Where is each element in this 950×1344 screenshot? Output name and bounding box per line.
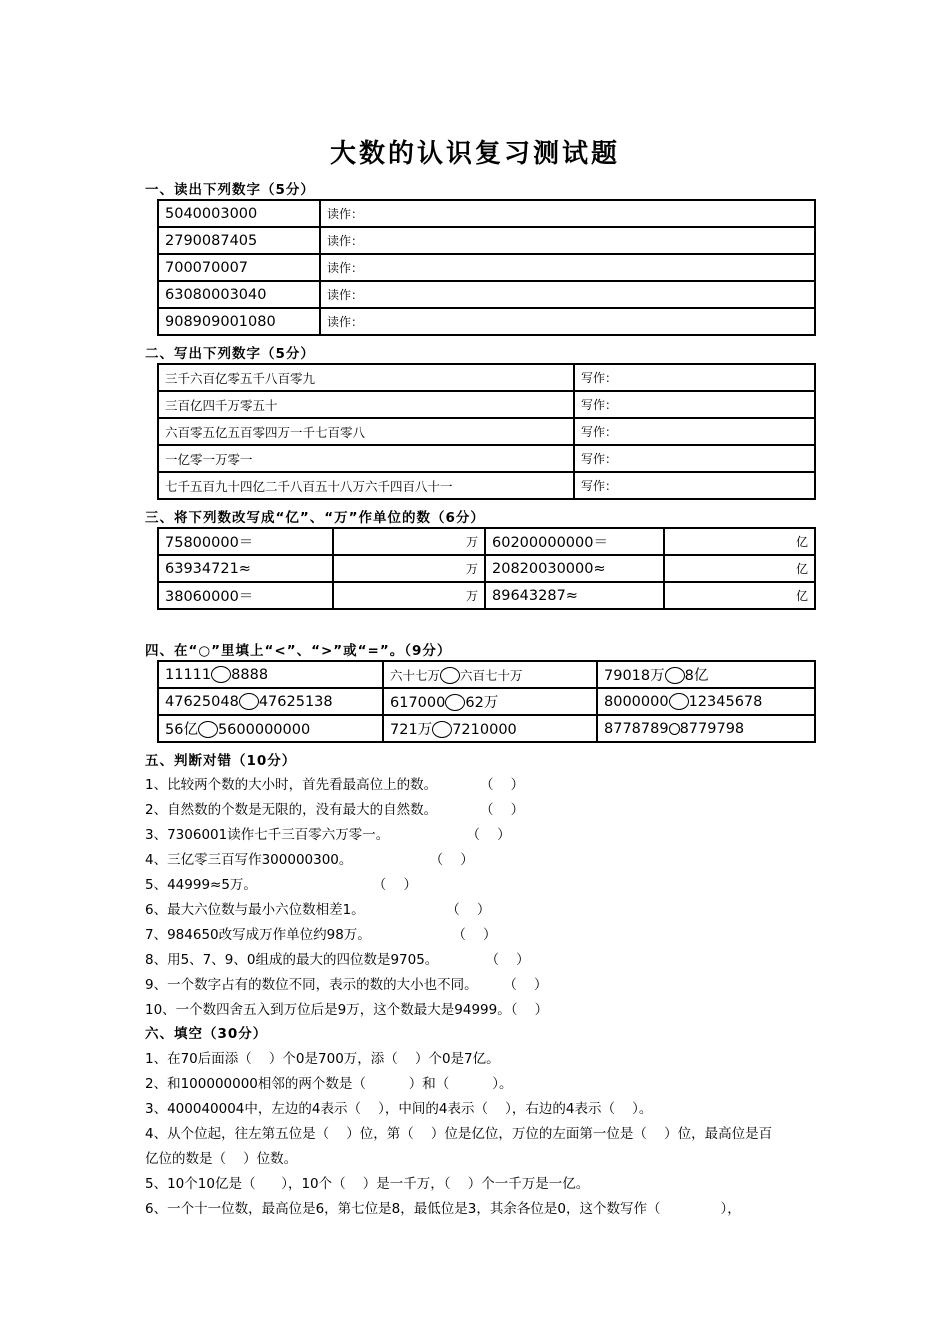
section-2-heading: 二、写出下列数字（5分） [145,346,315,362]
expression-cell: 60200000000＝ [485,528,664,555]
table-row [158,582,815,609]
table-row [158,661,815,688]
left-value: 六十七万 [390,667,441,683]
number-cell: 2790087405 [158,227,320,254]
read-numbers-table [157,199,816,336]
words-cell: 七千五百九十四亿二千八百五十八万六千四百八十一 [158,472,574,499]
answer-cell[interactable]: 读作： [320,200,815,227]
compare-cell [158,688,383,715]
table-row [158,688,815,715]
right-value: 47625138 [258,694,333,710]
right-value: 5600000000 [217,722,311,738]
yi-answer-cell[interactable]: 亿 [664,555,815,582]
table-row [158,364,815,391]
compare-circle[interactable] [445,694,465,711]
answer-cell[interactable]: 写作： [574,364,815,391]
true-false-item: 4、三亿零三百写作300000300。 （ ） [145,852,474,868]
wan-answer-cell[interactable]: 万 [333,555,485,582]
words-cell: 一亿零一万零一 [158,445,574,472]
left-value: 79018万 [604,668,665,684]
words-cell: 三千六百亿零五千八百零九 [158,364,574,391]
expression-cell: 38060000＝ [158,582,333,609]
left-value: 8778789 [604,720,669,737]
fill-blank-item: 3、400040004中，左边的4表示（ ），中间的4表示（ ），右边的4表示（ ）。 [145,1101,653,1117]
compare-circle[interactable] [239,693,259,710]
answer-cell[interactable]: 写作： [574,418,815,445]
table-row [158,200,815,227]
number-cell: 63080003040 [158,281,320,308]
section-3-heading: 三、将下列数改写成“亿”、“万”作单位的数（6分） [145,510,485,526]
fill-blank-item: 6、一个十一位数，最高位是6，第七位是8，最低位是3，其余各位是0，这个数写作（ ）， [145,1201,741,1217]
compare-table [157,660,816,743]
fill-blank-item: 2、和100000000相邻的两个数是（ ）和（ ）。 [145,1076,513,1092]
compare-circle[interactable] [198,721,218,738]
table-row [158,445,815,472]
true-false-item: 3、7306001读作七千三百零六万零一。 （ ） [145,827,511,843]
page-title: 大数的认识复习测试题 [329,139,620,169]
compare-circle[interactable] [669,723,680,735]
answer-cell[interactable]: 写作： [574,445,815,472]
right-value: 62万 [465,695,499,711]
compare-cell [597,688,815,715]
fill-blank-item: 4、从个位起，往左第五位是（ ）位，第（ ）位是亿位，万位的左面第一位是（ ）位，最高位是百 [145,1126,773,1142]
table-row [158,391,815,418]
table-row [158,227,815,254]
compare-cell [383,688,597,715]
true-false-item: 8、用5、7、9、0组成的最大的四位数是9705。 （ ） [145,952,530,968]
left-value: 617000 [390,695,446,711]
answer-cell[interactable]: 写作： [574,472,815,499]
fill-blank-item: 5、10个10亿是（ ），10个（ ）是一千万，（ ）个一千万是一亿。 [145,1176,590,1192]
yi-answer-cell[interactable]: 亿 [664,528,815,555]
number-cell: 700070007 [158,254,320,281]
expression-cell: 63934721≈ [158,555,333,582]
table-row [158,528,815,555]
yi-answer-cell[interactable]: 亿 [664,582,815,609]
answer-cell[interactable]: 读作： [320,227,815,254]
answer-cell[interactable]: 读作： [320,254,815,281]
compare-cell [383,661,597,688]
fill-blank-item-continued: 亿位的数是（ ）位数。 [145,1151,298,1167]
true-false-item: 6、最大六位数与最小六位数相差1。 （ ） [145,902,491,918]
compare-cell [158,715,383,742]
fill-blank-item: 1、在70后面添（ ）个0是700万，添（ ）个0是7亿。 [145,1051,500,1067]
compare-circle[interactable] [211,666,231,683]
answer-cell[interactable]: 读作： [320,308,815,335]
true-false-item: 5、44999≈5万。 （ ） [145,877,417,893]
compare-circle[interactable] [669,693,689,710]
table-row [158,715,815,742]
table-row [158,418,815,445]
right-value: 8亿 [684,668,709,684]
table-row [158,281,815,308]
right-value: 六百七十万 [460,667,523,683]
compare-circle[interactable] [432,721,452,738]
section-6-heading: 六、填空（30分） [145,1026,268,1042]
left-value: 56亿 [165,722,198,738]
left-value: 8000000 [604,694,669,710]
true-false-item: 9、一个数字占有的数位不同，表示的数的大小也不同。 （ ） [145,977,548,993]
left-value: 11111 [165,667,212,683]
number-cell: 5040003000 [158,200,320,227]
right-value: 12345678 [688,694,763,710]
true-false-item: 10、一个数四舍五入到万位后是9万，这个数最大是94999。（ ） [145,1002,549,1018]
rewrite-units-table [157,527,816,610]
compare-circle[interactable] [440,667,460,684]
words-cell: 三百亿四千万零五十 [158,391,574,418]
answer-cell[interactable]: 读作： [320,281,815,308]
words-cell: 六百零五亿五百零四万一千七百零八 [158,418,574,445]
true-false-item: 7、984650改写成万作单位约98万。 （ ） [145,927,497,943]
write-numbers-table [157,363,816,500]
number-cell: 908909001080 [158,308,320,335]
section-5-heading: 五、判断对错（10分） [145,753,297,769]
table-row [158,254,815,281]
section-4-heading: 四、在“○”里填上“<”、“>”或“=”。（9分） [145,643,452,659]
wan-answer-cell[interactable]: 万 [333,582,485,609]
expression-cell: 75800000＝ [158,528,333,555]
right-value: 8779798 [679,720,745,737]
expression-cell: 89643287≈ [485,582,664,609]
wan-answer-cell[interactable]: 万 [333,528,485,555]
table-row [158,472,815,499]
answer-cell[interactable]: 写作： [574,391,815,418]
true-false-item: 1、比较两个数的大小时，首先看最高位上的数。 （ ） [145,777,525,793]
table-row [158,308,815,335]
table-row [158,555,815,582]
right-value: 8888 [231,667,269,683]
compare-circle[interactable] [665,667,685,684]
left-value: 47625048 [165,694,239,710]
left-value: 721万 [390,722,433,738]
compare-cell [597,715,815,742]
expression-cell: 20820030000≈ [485,555,664,582]
true-false-item: 2、自然数的个数是无限的，没有最大的自然数。 （ ） [145,802,525,818]
compare-cell [158,661,383,688]
compare-cell [383,715,597,742]
right-value: 7210000 [452,722,517,738]
section-1-heading: 一、读出下列数字（5分） [145,182,315,198]
compare-cell [597,661,815,688]
